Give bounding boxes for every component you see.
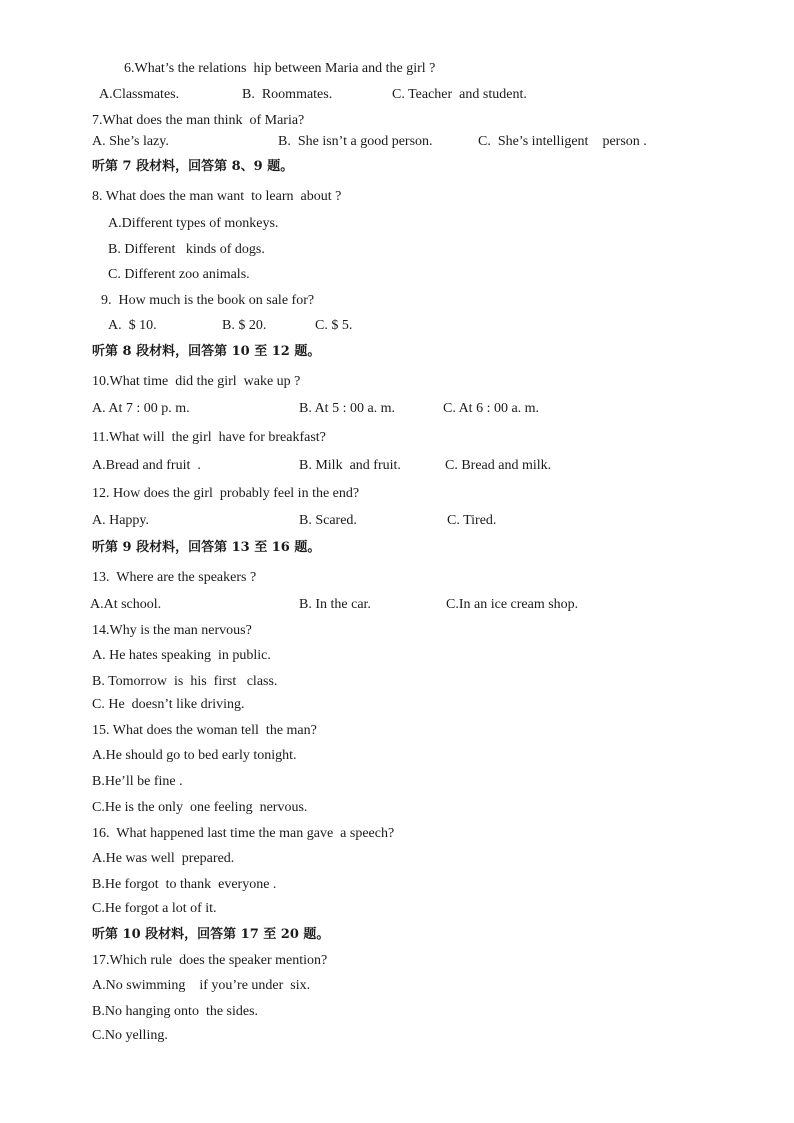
question-11-option-a: A.Bread and fruit . <box>92 458 201 473</box>
question-13-option-a: A.At school. <box>90 597 162 612</box>
question-16-option-a: A.He was well prepared. <box>92 851 235 866</box>
question-12-option-a: A. Happy. <box>92 513 150 528</box>
question-9-option-b: B. $ 20. <box>222 318 267 333</box>
question-16-option-c: C.He forgot a lot of it. <box>92 901 217 916</box>
question-6-stem: 6.What’s the relations hip between Maria and the girl ? <box>124 61 436 76</box>
question-15-option-b: B.He’ll be fine . <box>92 774 183 789</box>
section-7-heading: 听第 7 段材料，回答第 8、9 题。 <box>92 159 294 174</box>
question-13-option-c: C.In an ice cream shop. <box>446 597 579 612</box>
section-9-heading: 听第 9 段材料，回答第 13 至 16 题。 <box>92 540 321 555</box>
question-7-option-c: C. She’s intelligent person . <box>478 134 647 149</box>
question-17-option-b: B.No hanging onto the sides. <box>92 1004 259 1019</box>
question-7-stem: 7.What does the man think of Maria? <box>92 113 305 128</box>
question-15-option-a: A.He should go to bed early tonight. <box>92 748 297 763</box>
question-14-option-a: A. He hates speaking in public. <box>92 648 271 663</box>
question-15-option-c: C.He is the only one feeling nervous. <box>92 800 308 815</box>
question-12-option-c: C. Tired. <box>447 513 497 528</box>
question-17-option-a: A.No swimming if you’re under six. <box>92 978 311 993</box>
question-12-stem: 12. How does the girl probably feel in the end? <box>92 486 360 501</box>
question-14-stem: 14.Why is the man nervous? <box>92 623 252 638</box>
question-6-option-a: A.Classmates. <box>99 87 180 102</box>
question-14-option-c: C. He doesn’t like driving. <box>92 697 245 712</box>
question-16-stem: 16. What happened last time the man gave a speech? <box>92 826 395 841</box>
question-15-stem: 15. What does the woman tell the man? <box>92 723 317 738</box>
section-10-heading: 听第 10 段材料，回答第 17 至 20 题。 <box>92 927 330 942</box>
question-10-option-b: B. At 5 : 00 a. m. <box>299 401 396 416</box>
question-6-option-b: B. Roommates. <box>242 87 333 102</box>
question-7-option-a: A. She’s lazy. <box>92 134 169 149</box>
question-8-stem: 8. What does the man want to learn about ? <box>92 189 342 204</box>
question-6-option-c: C. Teacher and student. <box>392 87 527 102</box>
question-12-option-b: B. Scared. <box>299 513 357 528</box>
question-10-option-a: A. At 7 : 00 p. m. <box>92 401 190 416</box>
question-17-option-c: C.No yelling. <box>92 1028 168 1043</box>
question-11-option-b: B. Milk and fruit. <box>299 458 401 473</box>
question-14-option-b: B. Tomorrow is his first class. <box>92 674 278 689</box>
question-9-option-c: C. $ 5. <box>315 318 353 333</box>
question-16-option-b: B.He forgot to thank everyone . <box>92 877 277 892</box>
question-8-option-c: C. Different zoo animals. <box>108 267 250 282</box>
question-10-stem: 10.What time did the girl wake up ? <box>92 374 301 389</box>
section-8-heading: 听第 8 段材料，回答第 10 至 12 题。 <box>92 344 321 359</box>
question-13-stem: 13. Where are the speakers ? <box>92 570 257 585</box>
question-8-option-a: A.Different types of monkeys. <box>108 216 279 231</box>
question-11-option-c: C. Bread and milk. <box>445 458 552 473</box>
question-8-option-b: B. Different kinds of dogs. <box>108 242 265 257</box>
question-9-option-a: A. $ 10. <box>108 318 157 333</box>
question-7-option-b: B. She isn’t a good person. <box>278 134 433 149</box>
question-11-stem: 11.What will the girl have for breakfast? <box>92 430 326 445</box>
question-9-stem: 9. How much is the book on sale for? <box>101 293 315 308</box>
question-10-option-c: C. At 6 : 00 a. m. <box>443 401 540 416</box>
question-17-stem: 17.Which rule does the speaker mention? <box>92 953 328 968</box>
question-13-option-b: B. In the car. <box>299 597 371 612</box>
